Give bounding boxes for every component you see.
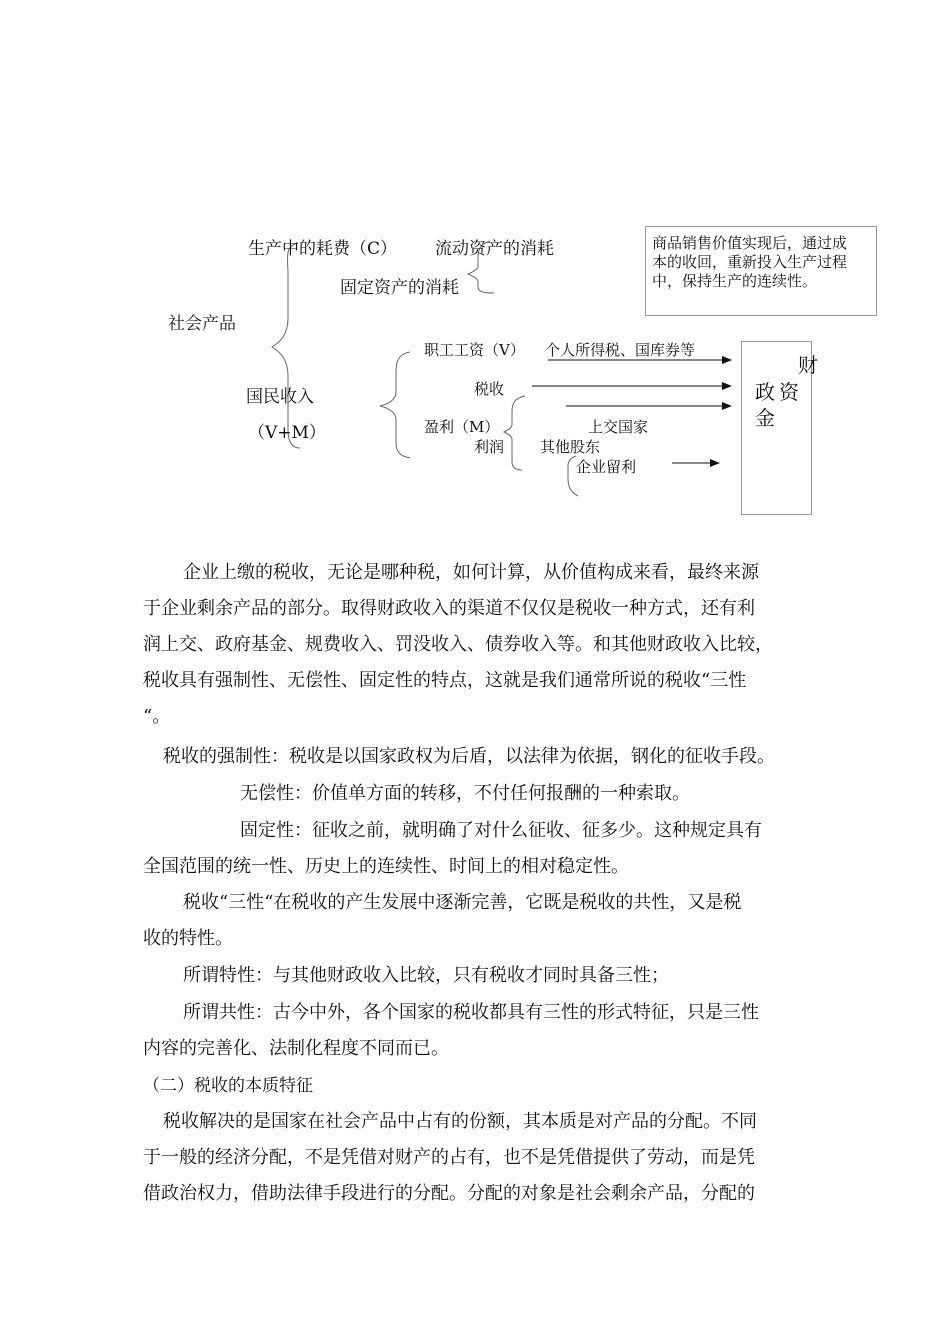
paragraph-3 [143,776,813,812]
fiscal-char-zi: 资 [779,380,799,404]
wages-label: 职工工资（V） [424,341,525,359]
note-line: 中，保持生产的连续性。 [652,272,818,290]
text-line: 内容的完善化、法制化程度不同而已。 [143,1038,449,1059]
text-line: 全国范围的统一性、历史上的连续性、时间上的相对稳定性。 [143,856,629,877]
note-box [645,226,877,316]
profit-m-label: 盈利（M） [424,418,500,436]
consumption-c-label: 生产中的耗费（C） [248,239,398,259]
text-line: 于企业剩余产品的部分。取得财政收入的渠道不仅仅是税收一种方式，还有利 [143,598,755,619]
fixed-assets-label: 固定资产的消耗 [340,278,459,298]
heading-text: （二）税收的本质特征 [143,1076,313,1096]
retained-label: 企业留利 [576,458,637,476]
to-state-label: 上交国家 [588,418,649,436]
text-line: 润上交、政府基金、规费收入、罚没收入、债券收入等。和其他财政收入比较， [143,634,773,655]
paragraph-5 [143,885,813,957]
paragraph-1 [143,555,813,735]
text-line: 所谓特性：与其他财政收入比较，只有税收才同时具备三性； [183,965,669,986]
text-line: 所谓共性：古今中外，各个国家的税收都具有三性的形式特征，只是三性 [183,1002,759,1023]
current-assets-label: 流动资产的消耗 [435,239,554,259]
profit-label: 利润 [474,438,505,456]
vm-label: （V+M） [248,423,326,443]
tax-label: 税收 [474,380,505,398]
paragraph-4 [143,813,813,885]
paragraph-7 [143,995,813,1067]
note-line: 商品销售价值实现后，通过成 [652,234,848,252]
text-line: 于一般的经济分配，不是凭借对财产的占有，也不是凭借提供了劳动，而是凭 [143,1147,755,1168]
text-line: 税收具有强制性、无偿性、固定性的特点，这就是我们通常所说的税收“三性 [143,670,747,691]
fiscal-char-zheng: 政 [755,380,775,404]
text-line: 无偿性：价值单方面的转移，不付任何报酬的一种索取。 [240,783,690,804]
note-line: 本的收回，重新投入生产过程 [652,253,848,271]
fiscal-char-cai: 财 [798,353,818,377]
other-shareholders-label: 其他股东 [540,438,601,456]
text-line: 企业上缴的税收，无论是哪种税，如何计算，从价值构成来看，最终来源 [183,562,759,583]
text-line: “。 [143,706,171,727]
text-line: 收的特性。 [143,928,233,949]
text-line: 税收解决的是国家在社会产品中占有的份额，其本质是对产品的分配。不同 [163,1111,757,1132]
section-heading [143,1068,813,1104]
text-line: 税收的强制性：税收是以国家政权为后盾，以法律为依据，钢化的征收手段。 [163,746,775,767]
fiscal-char-jin: 金 [755,406,775,430]
national-income-label: 国民收入 [246,387,314,407]
text-line: 税收“三性“在税收的产生发展中逐渐完善，它既是税收的共性，又是税 [183,892,742,913]
profit-brace [504,396,525,470]
text-line: 固定性：征收之前，就明确了对什么征收、征多少。这种规定具有 [240,820,762,841]
income-brace [380,352,410,458]
paragraph-8 [143,1104,813,1212]
wage-channels-label: 个人所得税、国库券等 [545,341,696,359]
text-line: 借政治权力，借助法律手段进行的分配。分配的对象是社会剩余产品，分配的 [143,1183,755,1204]
paragraph-6 [143,958,813,994]
social-product-label: 社会产品 [168,314,236,334]
paragraph-2 [143,739,813,775]
